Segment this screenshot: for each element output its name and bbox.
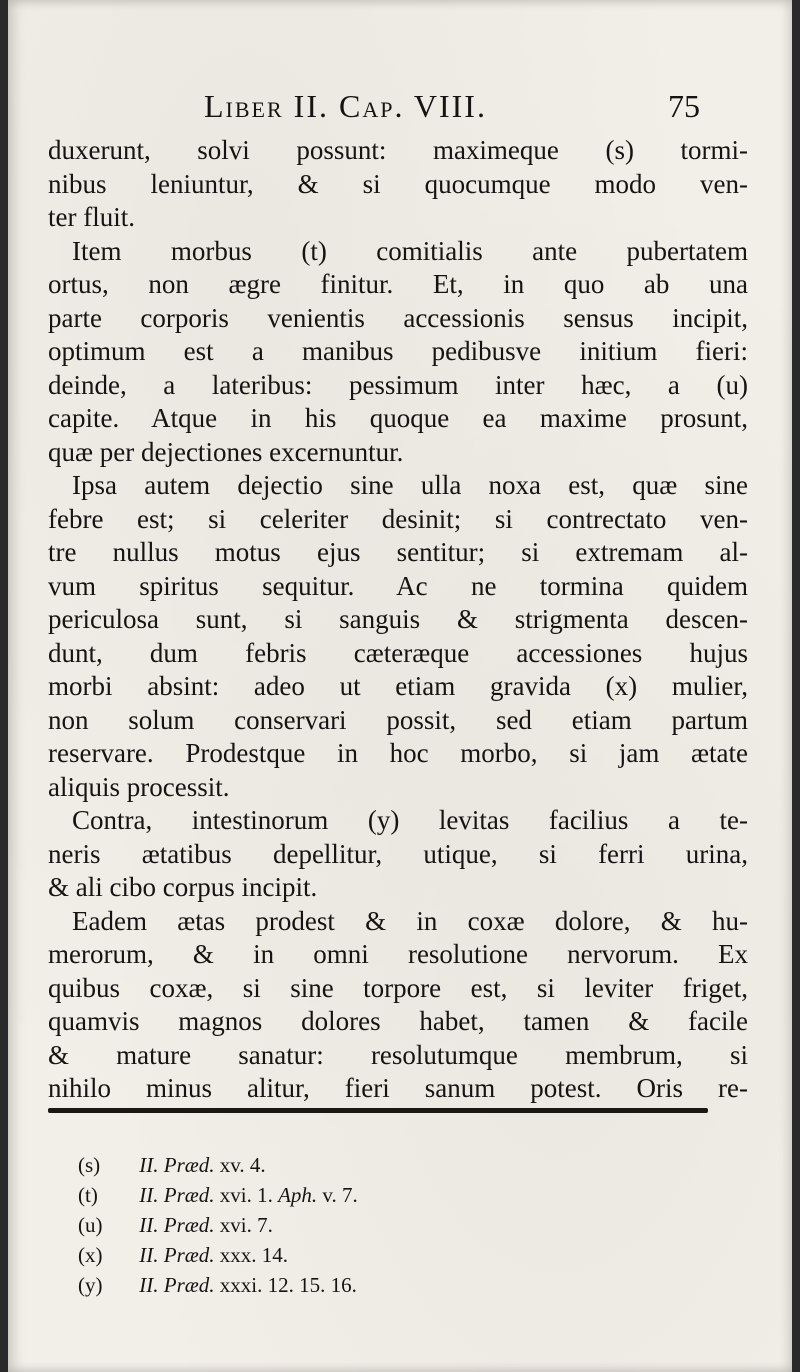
footnote-rule bbox=[48, 1108, 708, 1113]
text-line: quamvis magnos dolores habet, tamen & facile bbox=[48, 1006, 748, 1036]
footnotes bbox=[78, 1150, 578, 1300]
text-line: quibus coxæ, si sine torpore est, si leviter friget, bbox=[48, 972, 748, 1003]
footnote-ref: II. Præd. bbox=[139, 1243, 215, 1267]
page-number: 75 bbox=[668, 88, 700, 124]
text-line: febre est; si celeriter desinit; si contrectato ven- bbox=[48, 503, 748, 534]
text-line: & mature sanatur: resolutumque membrum, si bbox=[48, 1039, 748, 1070]
footnote bbox=[78, 1270, 578, 1300]
text-line: ter fluit. bbox=[48, 202, 135, 232]
text-line: dunt, dum febris cæteræque accessiones hujus bbox=[48, 637, 748, 668]
text-line: nihilo minus alitur, fieri sanum potest. Oris re- bbox=[48, 1073, 748, 1103]
footnote-text: xxxi. 12. 15. 16. bbox=[219, 1273, 357, 1297]
footnote-ref: II. Præd. bbox=[139, 1213, 215, 1237]
book-page bbox=[8, 0, 792, 1372]
footnote-ref-secondary: Aph. bbox=[278, 1183, 318, 1207]
text-line: Ipsa autem dejectio sine ulla noxa est, quæ sine bbox=[72, 470, 748, 500]
text-line: quæ per dejectiones excernuntur. bbox=[48, 436, 404, 467]
footnote bbox=[78, 1150, 578, 1180]
text-line: non solum conservari possit, sed etiam partum bbox=[48, 704, 748, 735]
body-text bbox=[48, 134, 748, 1106]
text-line: reservare. Prodestque in hoc morbo, si jam ætate bbox=[48, 738, 748, 768]
text-line: ortus, non ægre finitur. Et, in quo ab una bbox=[48, 269, 748, 299]
footnote-label: (x) bbox=[78, 1243, 103, 1267]
footnote-label: (y) bbox=[78, 1273, 103, 1297]
text-line: Contra, intestinorum (y) levitas facilius a te- bbox=[72, 805, 748, 835]
text-line: Eadem ætas prodest & in coxæ dolore, & hu- bbox=[72, 905, 748, 936]
text-line: duxerunt, solvi possunt: maximeque (s) tormi- bbox=[48, 135, 748, 165]
text-line: periculosa sunt, si sanguis & strigmenta descen- bbox=[48, 604, 748, 634]
footnote-text: xv. 4. bbox=[219, 1153, 266, 1177]
footnote-text: xxx. 14. bbox=[219, 1243, 288, 1267]
footnote-ref: II. Præd. bbox=[139, 1183, 215, 1207]
chapter-title: Liber II. Cap. VIII. bbox=[204, 88, 487, 124]
text-line: deinde, a lateribus: pessimum inter hæc, a (u) bbox=[48, 369, 748, 400]
footnote-text: xvi. 1. bbox=[219, 1183, 273, 1207]
footnote-label: (t) bbox=[78, 1183, 98, 1207]
text-line: capite. Atque in his quoque ea maxime prosunt, bbox=[48, 403, 748, 433]
text-line: morbi absint: adeo ut etiam gravida (x) mulier, bbox=[48, 671, 748, 701]
footnote-text: xvi. 7. bbox=[219, 1213, 273, 1237]
footnote-label: (u) bbox=[78, 1213, 103, 1237]
text-line: aliquis processit. bbox=[48, 771, 230, 802]
text-line: nibus leniuntur, & si quocumque modo ven- bbox=[48, 168, 748, 199]
text-line: Item morbus (t) comitialis ante pubertatem bbox=[72, 235, 748, 266]
text-line: & ali cibo corpus incipit. bbox=[48, 872, 318, 902]
footnote-label: (s) bbox=[78, 1153, 101, 1177]
text-line: tre nullus motus ejus sentitur; si extremam al- bbox=[48, 537, 748, 567]
text-line: parte corporis venientis accessionis sensus incipit, bbox=[48, 302, 748, 333]
footnote bbox=[78, 1180, 578, 1210]
footnote-text-secondary: v. 7. bbox=[322, 1183, 358, 1207]
footnote-ref: II. Præd. bbox=[139, 1273, 215, 1297]
footnote-ref: II. Præd. bbox=[139, 1153, 215, 1177]
text-line: merorum, & in omni resolutione nervorum. Ex bbox=[48, 939, 748, 969]
running-head bbox=[8, 80, 792, 124]
text-line: neris ætatibus depellitur, utique, si ferri urina, bbox=[48, 838, 748, 869]
footnote bbox=[78, 1240, 578, 1270]
text-line: optimum est a manibus pedibusve initium fieri: bbox=[48, 336, 748, 366]
footnote bbox=[78, 1210, 578, 1240]
text-line: vum spiritus sequitur. Ac ne tormina quidem bbox=[48, 570, 748, 601]
